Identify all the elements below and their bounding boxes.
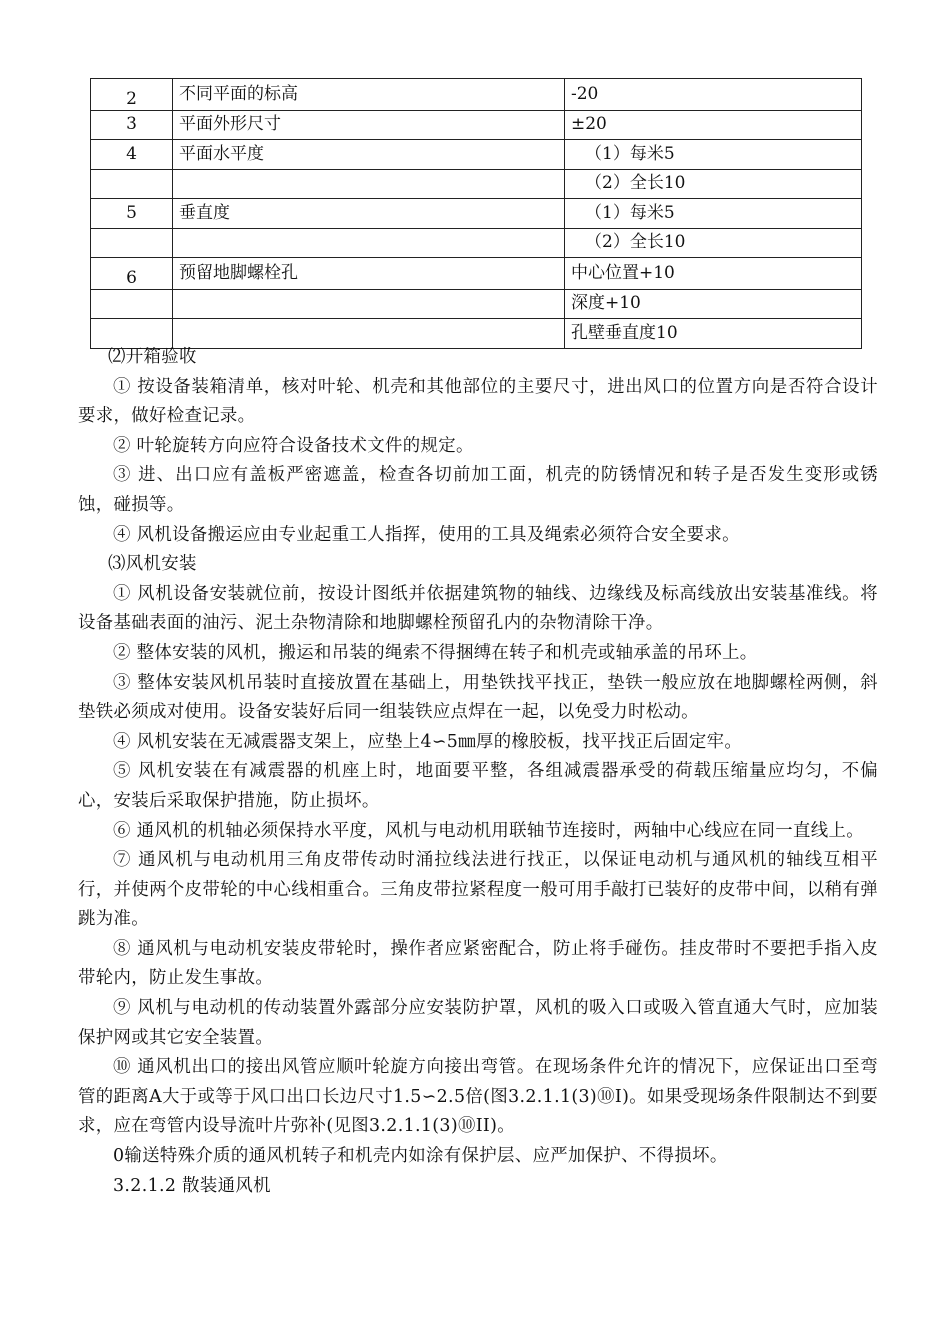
row-number [91,228,173,258]
table-row [91,258,862,290]
row-number: 6 [91,258,173,290]
body-text [78,343,878,1201]
tolerance-table [90,78,862,349]
row-value: -20 [565,79,862,111]
table-row [91,228,862,258]
row-number [91,289,173,319]
section-heading: ⑵开箱验收 [108,347,197,367]
row-value: 孔壁垂直度10 [565,319,862,349]
section-heading: 3.2.1.2 散装通风机 [113,1175,271,1196]
paragraph: ⑧ 通风机与电动机安装皮带轮时，操作者应紧密配合，防止将手碰伤。挂皮带时不要把手指入皮带轮内，防止发生事故。 [78,938,878,989]
paragraph: 0输送特殊介质的通风机转子和机壳内如涂有保护层、应严加保护、不得损坏。 [113,1146,728,1167]
table-row [91,110,862,140]
row-value: ±20 [565,110,862,140]
paragraph: ⑦ 通风机与电动机用三角皮带传动时涌拉线法进行找正，以保证电动机与通风机的轴线互相平行，并使两个皮带轮的中心线相重合。三角皮带拉紧程度一般可用手敲打已装好的皮带中间，以稍有弹跳为准。 [78,850,878,930]
paragraph: ⑥ 通风机的机轴必须保持水平度，风机与电动机用联轴节连接时，两轴中心线应在同一直线上。 [113,820,864,841]
row-item: 垂直度 [173,199,565,229]
table-row [91,79,862,111]
paragraph: ④ 风机安装在无减震器支架上，应垫上4∽5㎜厚的橡胶板，找平找正后固定牢。 [113,731,743,752]
paragraph: ① 风机设备安装就位前，按设计图纸并依据建筑物的轴线、边缘线及标高线放出安装基准线。将设备基础表面的油污、泥土杂物清除和地脚螺栓预留孔内的杂物清除干净。 [78,583,878,634]
row-item [173,289,565,319]
table-row [91,199,862,229]
paragraph: ⑤ 风机安装在有减震器的机座上时，地面要平整，各组减震器承受的荷载压缩量应均匀，不偏心，安装后采取保护措施，防止损坏。 [78,761,878,811]
row-number: 3 [91,110,173,140]
row-item: 平面水平度 [173,140,565,170]
paragraph: ① 按设备装箱清单，核对叶轮、机壳和其他部位的主要尺寸，进出风口的位置方向是否符合设计要求，做好检查记录。 [78,376,878,427]
row-value: 深度+10 [565,289,862,319]
section-heading: ⑶风机安装 [108,554,197,575]
paragraph: ③ 进、出口应有盖板严密遮盖，检查各切前加工面，机壳的防锈情况和转子是否发生变形或锈蚀，碰损等。 [78,465,878,515]
row-value: （2）全长10 [565,169,862,199]
row-item: 预留地脚螺栓孔 [173,258,565,290]
row-value: （2）全长10 [565,228,862,258]
paragraph: ② 整体安装的风机，搬运和吊装的绳索不得捆缚在转子和机壳或轴承盖的吊环上。 [113,642,758,663]
row-value: （1）每米5 [565,199,862,229]
table-row [91,289,862,319]
paragraph: ⑨ 风机与电动机的传动装置外露部分应安装防护罩，风机的吸入口或吸入管直通大气时，应加装保护网或其它安全装置。 [78,998,878,1048]
row-item: 平面外形尺寸 [173,110,565,140]
table-row [91,169,862,199]
paragraph: ④ 风机设备搬运应由专业起重工人指挥，使用的工具及绳索必须符合安全要求。 [113,524,740,545]
table-row [91,140,862,170]
row-item [173,228,565,258]
row-number: 4 [91,140,173,170]
row-value: （1）每米5 [565,140,862,170]
row-number: 5 [91,199,173,229]
row-value: 中心位置+10 [565,258,862,290]
row-number: 2 [91,79,173,111]
paragraph: ② 叶轮旋转方向应符合设备技术文件的规定。 [113,435,474,456]
row-number [91,169,173,199]
paragraph: ⑩ 通风机出口的接出风管应顺叶轮旋方向接出弯管。在现场条件允许的情况下，应保证出口至弯管的距离A大于或等于风口出口长边尺寸1.5∽2.5倍(图3.2.1.1(3)⑩I)。如果受现场条件限制达不到要求，应在弯管内设导流叶片弥补(见图3.2.1.1(3)⑩II)。 [78,1057,878,1137]
paragraph: ③ 整体安装风机吊装时直接放置在基础上，用垫铁找平找正，垫铁一般应放在地脚螺栓两侧，斜垫铁必须成对使用。设备安装好后同一组装铁应点焊在一起，以免受力时松动。 [78,672,878,723]
row-item: 不同平面的标高 [173,79,565,111]
row-item [173,169,565,199]
